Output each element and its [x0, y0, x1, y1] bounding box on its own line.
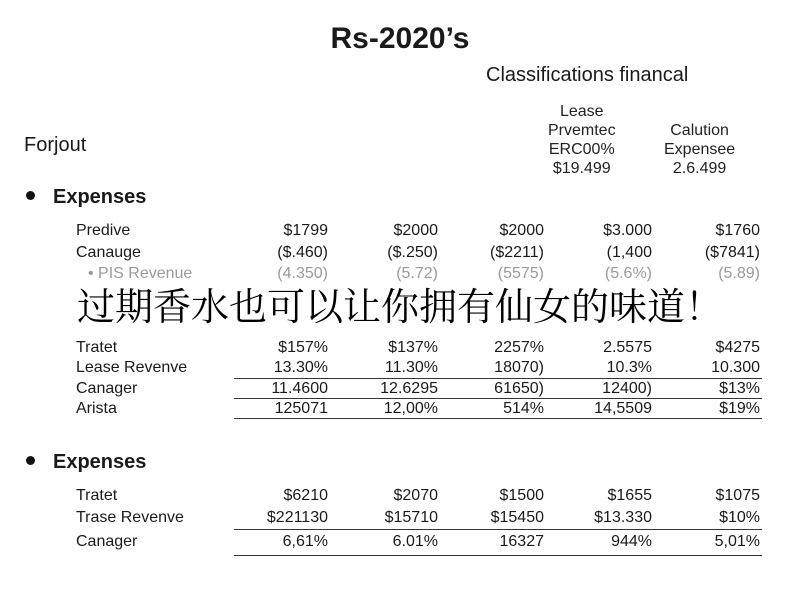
table-cell: 2.5575 — [603, 339, 652, 356]
table-cell: (5575) — [497, 265, 544, 282]
page-subtitle: Classifications financal — [486, 64, 689, 86]
table-cell: $19% — [719, 400, 760, 417]
row-label: Tratet — [76, 339, 118, 356]
table-cell: 16327 — [499, 533, 544, 550]
table-cell: (4.350) — [277, 265, 328, 282]
table-cell: $10% — [719, 509, 760, 526]
section-heading-2: Expenses — [26, 451, 146, 474]
table-row — [0, 339, 800, 359]
divider — [234, 398, 762, 399]
table-cell: $1500 — [499, 487, 544, 504]
table-cell: 11.30% — [384, 359, 438, 376]
bullet-icon — [26, 191, 35, 200]
table-cell: 14,5509 — [594, 400, 652, 417]
table-cell: $1655 — [607, 487, 652, 504]
divider — [234, 529, 762, 530]
table-cell: ($.460) — [277, 244, 328, 261]
table-row — [0, 400, 800, 420]
table-row — [0, 487, 800, 507]
table-cell: $6210 — [283, 487, 328, 504]
table-cell: (1,400 — [606, 244, 652, 261]
table-cell: $3.000 — [603, 222, 652, 239]
table-cell: 10.300 — [711, 359, 760, 376]
column-header-lease: Lease Prvemtec ERC00% $19.499 — [548, 103, 616, 177]
table-cell: 125071 — [274, 400, 328, 417]
table-cell: 6.01% — [392, 533, 438, 550]
table-cell: $1760 — [715, 222, 760, 239]
table-cell: 944% — [611, 533, 652, 550]
row-label: Lease Revenve — [76, 359, 188, 376]
table-row — [0, 359, 800, 379]
table-cell: ($7841) — [704, 244, 760, 261]
table-cell: $15710 — [384, 509, 438, 526]
row-label: Predive — [76, 222, 131, 239]
table-cell: $13.330 — [594, 509, 652, 526]
table-cell: $15450 — [490, 509, 544, 526]
table-cell: 13.30% — [273, 359, 328, 376]
table-cell: $1799 — [283, 222, 328, 239]
table-cell: 6,61% — [282, 533, 328, 550]
table-cell: (5.6%) — [604, 265, 652, 282]
table-cell: $2070 — [393, 487, 438, 504]
section-heading-1: Expenses — [26, 186, 146, 209]
page-title: Rs-2020’s — [330, 22, 470, 55]
table-row — [0, 509, 800, 529]
bullet-icon — [26, 456, 35, 465]
table-cell: 18070) — [494, 359, 544, 376]
table-cell: 12.6295 — [380, 380, 438, 397]
row-label: Trase Revenve — [76, 509, 184, 526]
table-row — [0, 222, 800, 242]
overlay-caption: 过期香水也可以让你拥有仙女的味道！ — [0, 284, 800, 330]
table-cell: 5,01% — [714, 533, 760, 550]
table-cell: 61650) — [494, 380, 544, 397]
row-label: Arista — [76, 400, 117, 417]
row-label: Canager — [76, 533, 138, 550]
table-cell: $13% — [719, 380, 760, 397]
table-cell: 10.3% — [606, 359, 652, 376]
table-cell: ($.250) — [387, 244, 438, 261]
divider — [234, 555, 762, 556]
table-row — [0, 244, 800, 264]
row-label: Canauge — [76, 244, 141, 261]
row-heading: Forjout — [24, 134, 87, 156]
divider — [234, 378, 762, 379]
table-cell: 12,00% — [383, 400, 438, 417]
table-cell: $1075 — [715, 487, 760, 504]
table-cell: 11.4600 — [271, 380, 328, 397]
table-cell: ($2211) — [490, 244, 544, 261]
table-cell: 514% — [503, 400, 544, 417]
table-cell: 2257% — [494, 339, 544, 356]
table-row — [0, 380, 800, 400]
table-cell: $2000 — [499, 222, 544, 239]
table-cell: $2000 — [393, 222, 438, 239]
table-cell: $4275 — [715, 339, 760, 356]
row-label: Canager — [76, 380, 138, 397]
table-row — [0, 533, 800, 553]
column-header-calution: Calution Expensee 2.6.499 — [664, 122, 736, 177]
row-label: • PIS Revenue — [88, 265, 193, 282]
table-cell: 12400) — [602, 380, 652, 397]
table-cell: (5.89) — [718, 265, 760, 282]
row-label: Tratet — [76, 487, 118, 504]
table-cell: (5.72) — [396, 265, 438, 282]
table-cell: $137% — [388, 339, 438, 356]
table-row — [0, 265, 800, 285]
table-cell: $157% — [278, 339, 328, 356]
divider — [234, 418, 762, 419]
table-cell: $221130 — [266, 509, 328, 526]
